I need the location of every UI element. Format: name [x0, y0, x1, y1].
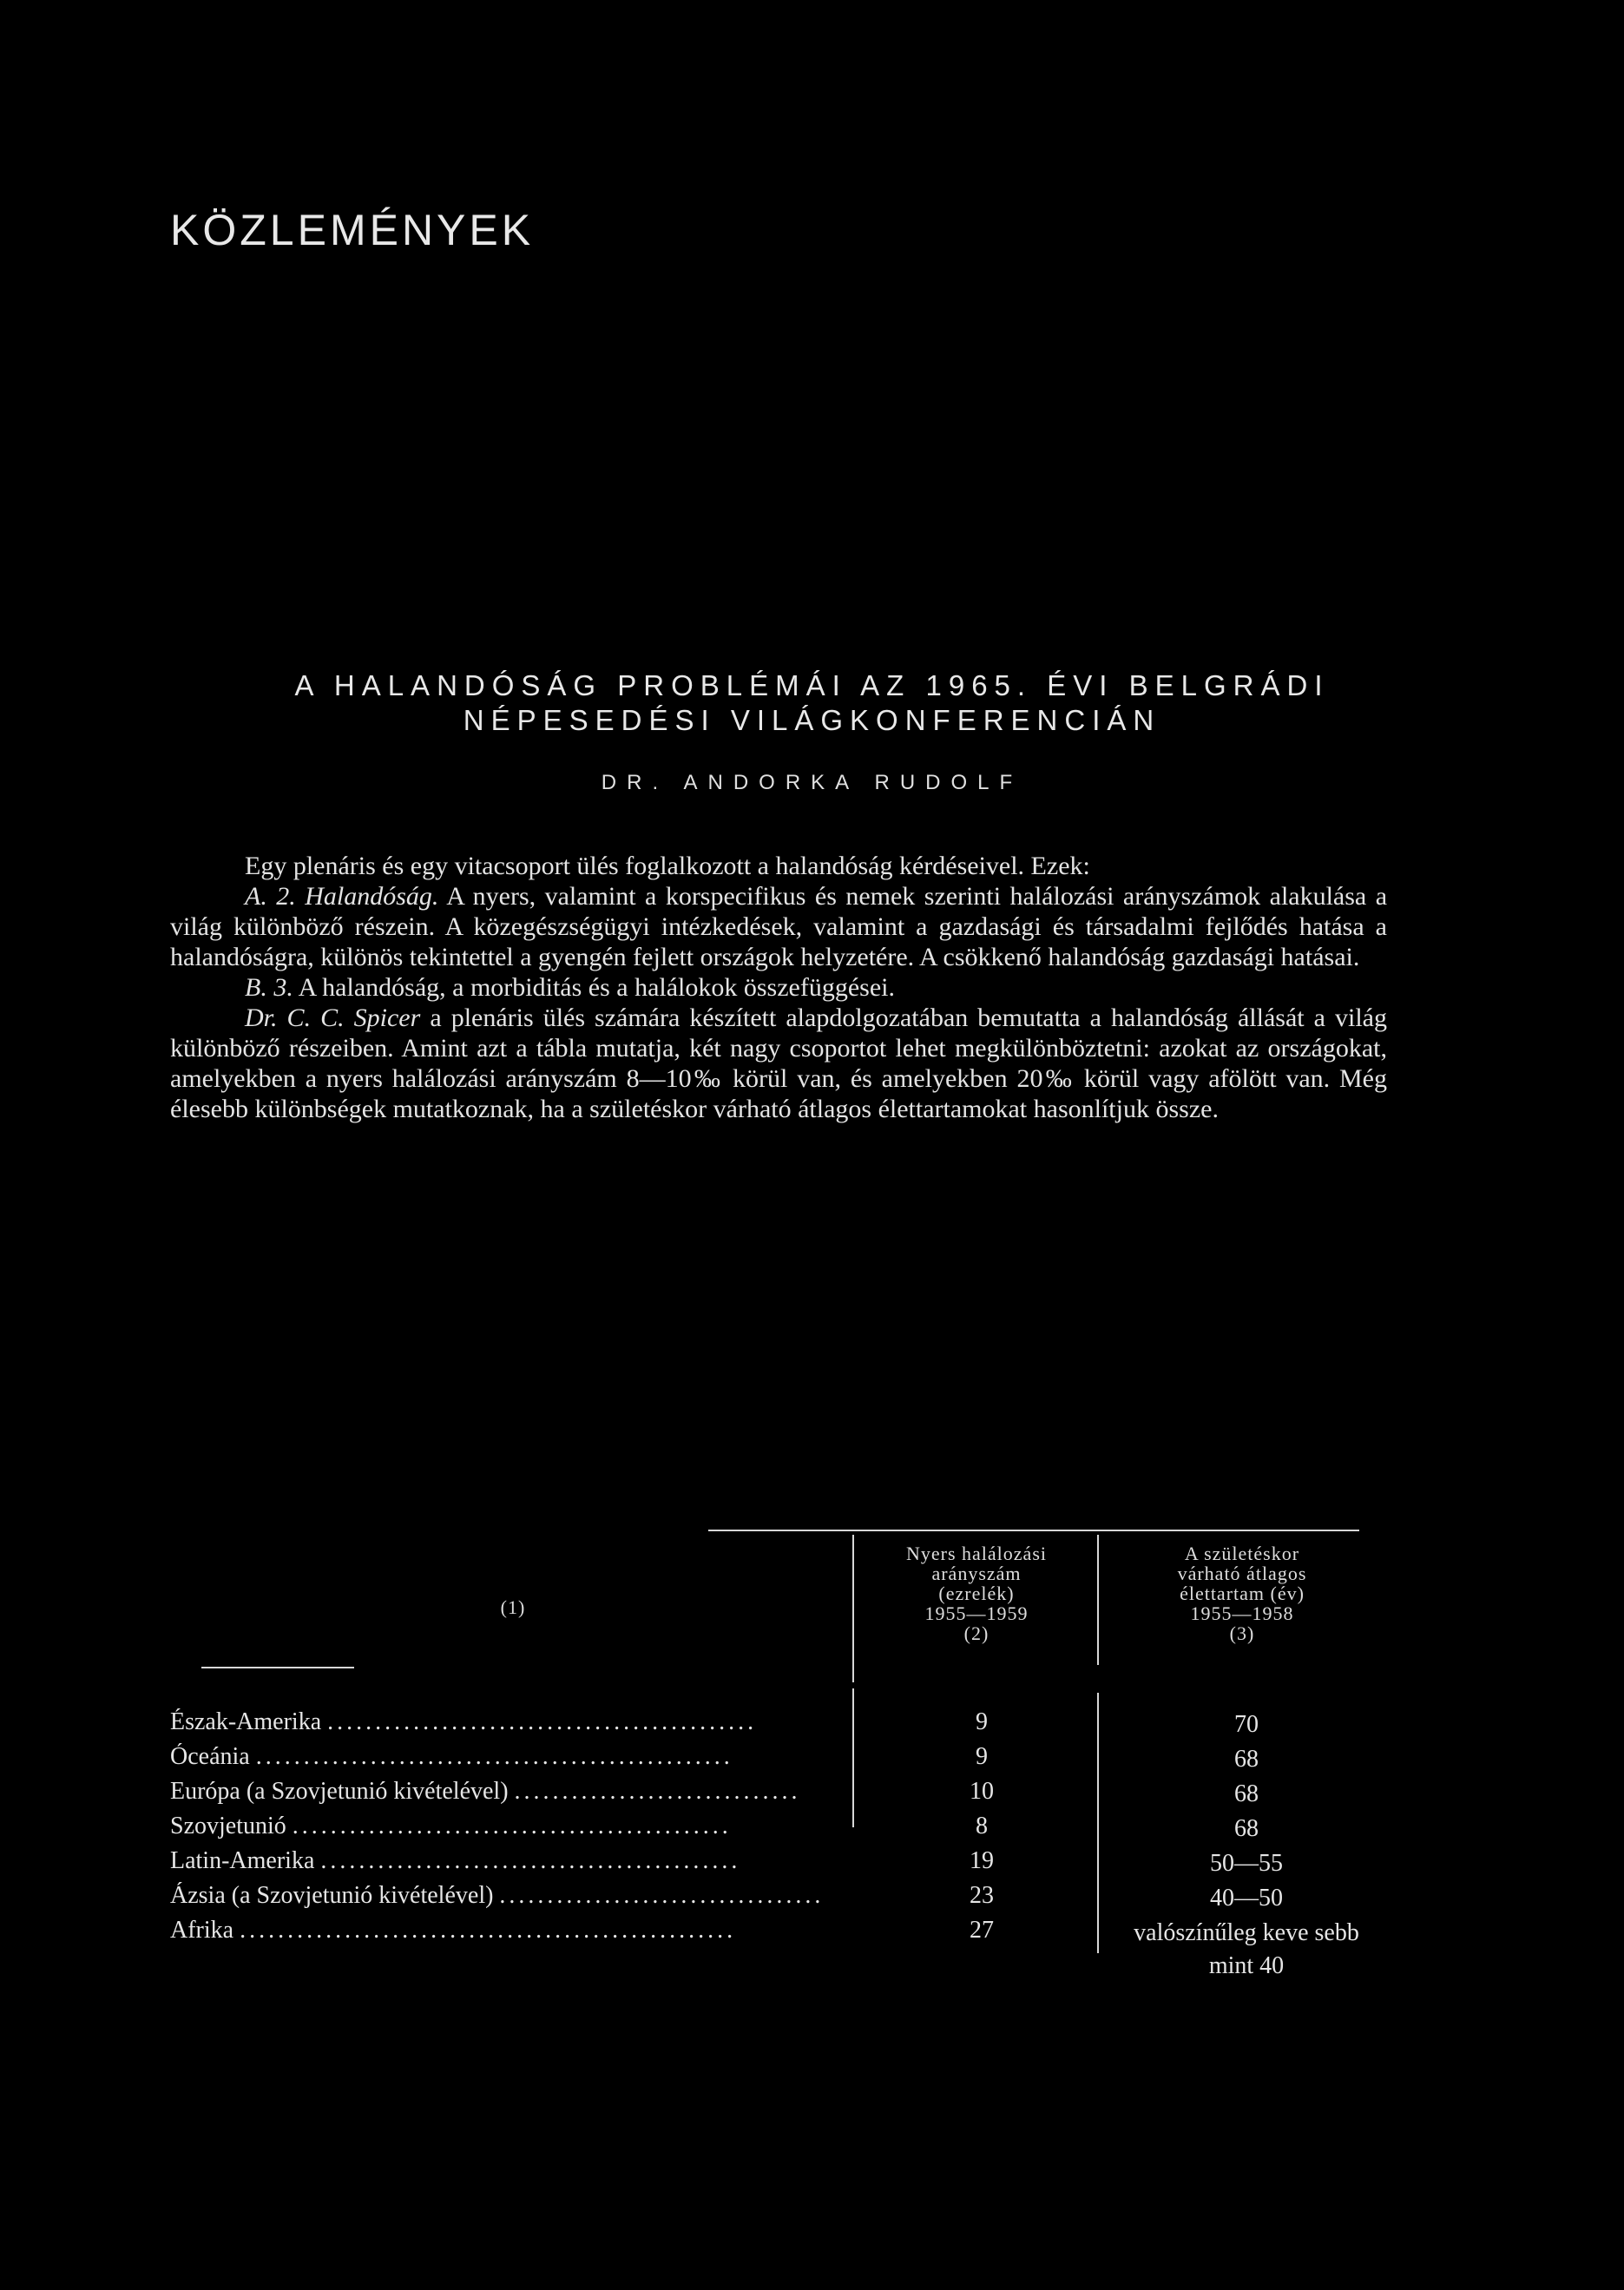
life-expectancy-cell: 40—50	[1210, 1885, 1283, 1912]
life-expectancy-cell: 50—55	[1210, 1850, 1283, 1877]
header-top-rule-col3	[1151, 1530, 1359, 1531]
death-rate-cell: 9	[976, 1743, 988, 1770]
topic-number-a2: A. 2. Halandóság.	[245, 882, 439, 911]
country-name: Észak-Amerika	[170, 1708, 322, 1735]
col3-header-line: A születéskor	[1184, 1543, 1300, 1564]
col2-header-line: Nyers halálozási	[906, 1543, 1047, 1564]
table-row	[170, 1813, 1387, 1847]
col3-header-line: élettartam (év)	[1180, 1583, 1305, 1604]
col2-divider	[852, 1535, 854, 1682]
table-row	[170, 1917, 1387, 1986]
death-rate-cell: 19	[970, 1847, 994, 1874]
stub-underline	[201, 1667, 354, 1668]
country-cell: Észak-Amerika .............................................	[170, 1708, 758, 1735]
country-name: Afrika	[170, 1917, 234, 1944]
country-name: Latin-Amerika	[170, 1847, 315, 1874]
mortality-table	[170, 1528, 1387, 1979]
table-row	[170, 1882, 1387, 1917]
table-row	[170, 1847, 1387, 1882]
author-name: DR. ANDORKA RUDOLF	[601, 771, 1023, 794]
spicer-text: a plenáris ülés számára készített alapdolgozatában bemutatta a halandóság állását a világ különböző részeiben. Amint azt a tábla mutatja, két nagy csoportot lehet megkülönböztetni: azokat az országokat, amelyekben a nyers halálozási arányszám 8—10‰ körül van, és amelyekben 20‰ körül vagy afölött van. Még élesebb különbségek mutatkoznak, ha a születéskor várható átlagos élettartamokat hasonlítjuk össze.	[170, 1004, 1387, 1123]
col2-header-line: (ezrelék)	[938, 1583, 1015, 1604]
country-cell: Afrika ....................................................	[170, 1917, 737, 1944]
table-row	[170, 1778, 1387, 1813]
paragraph-mortality-topic	[170, 881, 1387, 972]
topic-text-b3: A halandóság, a morbiditás és a halálokok összefüggései.	[293, 973, 895, 1002]
table-row	[170, 1708, 1387, 1743]
col1-header: (1)	[500, 1596, 526, 1618]
col2-header-line: arányszám	[931, 1563, 1022, 1584]
country-cell: Európa (a Szovjetunió kivételével) ..............................	[170, 1778, 801, 1805]
paragraph-intro: Egy plenáris és egy vitacsoport ülés foglalkozott a halandóság kérdéseivel. Ezek:	[245, 852, 1090, 880]
country-name: Szovjetunió	[170, 1813, 286, 1839]
col2-header-line: (2)	[963, 1622, 990, 1644]
country-cell: Latin-Amerika ............................................	[170, 1847, 741, 1874]
life-expectancy-cell: 70	[1234, 1711, 1259, 1738]
death-rate-cell: 8	[976, 1813, 988, 1839]
author-reference: Dr. C. C. Spicer	[245, 1004, 421, 1032]
country-cell: Óceánia ..................................................	[170, 1743, 733, 1770]
col3-header-line: (3)	[1229, 1622, 1255, 1644]
life-expectancy-cell: 68	[1234, 1780, 1259, 1807]
topic-number-b3: B. 3.	[245, 973, 293, 1002]
death-rate-cell: 27	[970, 1917, 994, 1944]
col3-header-line: várható átlagos	[1177, 1563, 1307, 1584]
country-name: Európa (a Szovjetunió kivételével)	[170, 1778, 509, 1805]
life-expectancy-cell: valószínűleg keve sebb mint 40	[1134, 1919, 1359, 1979]
country-name: Ázsia (a Szovjetunió kivételével)	[170, 1882, 494, 1909]
article-body	[170, 851, 1387, 1124]
article-title-line-1: A HALANDÓSÁG PROBLÉMÁI AZ 1965. ÉVI BELGRÁDI	[294, 669, 1330, 701]
country-cell: Ázsia (a Szovjetunió kivételével) ..................................	[170, 1882, 825, 1909]
death-rate-cell: 10	[970, 1778, 994, 1805]
col3-header	[1099, 1543, 1385, 1643]
life-expectancy-cell: 68	[1234, 1815, 1259, 1842]
topic-text-a2: A nyers, valamint a korspecifikus és nemek szerinti halálozási arányszámok alakulása a világ különböző részein. A közegészségügyi intézkedések, valamint a gazdasági és társadalmi fejlődés hatása a halandóságra, különös tekintettel a gyengén fejlett országok helyzetére. A csökkenő halandóság gazdasági hatásai.	[170, 882, 1388, 971]
death-rate-cell: 23	[970, 1882, 994, 1909]
life-expectancy-cell: 68	[1234, 1746, 1259, 1773]
article-title-block	[0, 668, 1624, 795]
paragraph-morbidity-topic	[170, 972, 1387, 1003]
table-row	[170, 1743, 1387, 1778]
country-name: Óceánia	[170, 1743, 250, 1770]
col2-header-line: 1955—1959	[924, 1602, 1029, 1624]
paragraph-spicer	[170, 1003, 1387, 1124]
col3-header-line: 1955—1958	[1190, 1602, 1294, 1624]
col2-header	[856, 1543, 1097, 1643]
article-title-line-2: NÉPESEDÉSI VILÁGKONFERENCIÁN	[463, 704, 1161, 736]
death-rate-cell: 9	[976, 1708, 988, 1735]
section-heading: KÖZLEMÉNYEK	[170, 206, 535, 254]
country-cell: Szovjetunió ..............................................	[170, 1813, 732, 1839]
